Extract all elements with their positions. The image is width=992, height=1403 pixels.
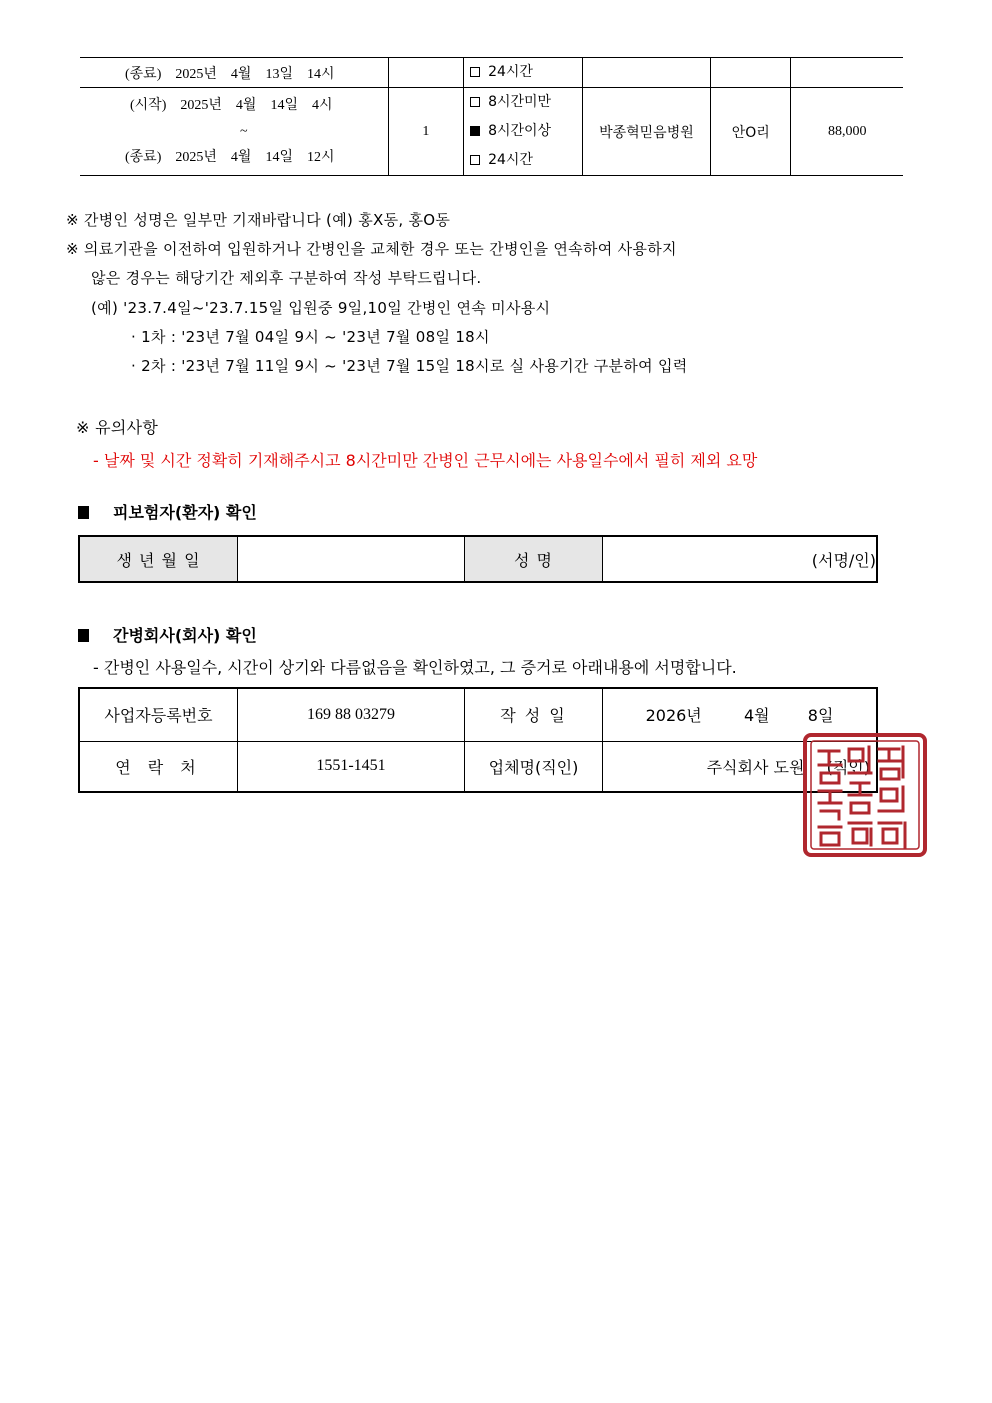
checkbox-24h[interactable] (470, 67, 480, 77)
company-section-title (78, 623, 257, 646)
caregiver-name-cell (710, 58, 791, 88)
birth-field[interactable] (238, 536, 465, 582)
date-day: 8일 (807, 706, 834, 726)
type-under8-label: 8시간미만 (488, 94, 552, 110)
range-tilde: ~ (240, 123, 248, 139)
end-hour: 14시 (306, 66, 335, 82)
table-row (80, 88, 903, 176)
sign-hint: (서명/인) (811, 550, 876, 570)
days-value: 1 (388, 88, 463, 176)
start-label: (시작) (130, 97, 167, 113)
checkbox-over-8h[interactable] (470, 126, 480, 136)
table-row (80, 58, 903, 88)
patient-confirm-table (78, 535, 878, 583)
checkbox-under-8h[interactable] (470, 97, 480, 107)
company-confirm-table (78, 687, 878, 793)
type-over8-label: 8시간이상 (488, 123, 552, 139)
days-cell (388, 58, 463, 88)
hospital-cell (582, 58, 710, 88)
company-label: 업체명(직인) (465, 741, 603, 792)
name-label: 성 명 (465, 536, 603, 582)
amount-cell (791, 58, 903, 88)
caregiver-name: 안O리 (710, 88, 791, 176)
start-month: 4월 (235, 97, 257, 113)
end-year: 2025년 (175, 149, 217, 165)
type-24h-label: 24시간 (488, 152, 533, 168)
square-bullet-icon (78, 629, 89, 642)
checkbox-24h[interactable] (470, 155, 480, 165)
patient-section-title-text: 피보험자(환자) 확인 (113, 503, 257, 522)
note-example-2: · 2차 : '23년 7월 11일 9시 ~ '23년 7월 15일 18시로 실 사용기간 구분하여 입력 (131, 357, 688, 375)
date-label: 작 성 일 (465, 688, 603, 741)
end-month: 4월 (230, 66, 252, 82)
contact-value: 1551-1451 (238, 741, 465, 792)
end-hour: 12시 (306, 149, 335, 165)
name-sign-field[interactable] (603, 536, 878, 582)
birth-label: 생 년 월 일 (79, 536, 238, 582)
square-bullet-icon (78, 506, 89, 519)
hospital-name: 박종혁믿음병원 (582, 88, 710, 176)
note-example: (예) '23.7.4일~'23.7.15일 입원중 9일,10일 간병인 연속 미사용시 (91, 299, 551, 317)
date-month: 4월 (743, 706, 770, 726)
company-name: 주식회사 도원 (706, 757, 805, 777)
date-range-cell (80, 88, 388, 176)
note-name-partial: ※ 간병인 성명은 일부만 기재바랍니다 (예) 홍X동, 홍O동 (66, 211, 451, 229)
start-day: 14일 (270, 97, 298, 113)
start-hour: 4시 (311, 97, 333, 113)
end-label: (종료) (125, 66, 162, 82)
company-statement: - 간병인 사용일수, 시간이 상기와 다름없음을 확인하였고, 그 증거로 아래내용에 서명합니다. (93, 658, 737, 677)
end-day: 13일 (265, 66, 293, 82)
care-type-cell (464, 58, 583, 88)
contact-label: 연 락 처 (79, 741, 238, 792)
start-year: 2025년 (180, 97, 222, 113)
company-seal-icon (803, 733, 927, 857)
end-year: 2025년 (175, 66, 217, 82)
note-example-1: · 1차 : '23년 7월 04일 9시 ~ '23년 7월 08일 18시 (131, 328, 490, 346)
company-section-title-text: 간병회사(회사) 확인 (113, 626, 257, 645)
care-usage-table (80, 57, 903, 176)
date-range-cell (80, 58, 388, 88)
bizno-label: 사업자등록번호 (79, 688, 238, 741)
end-label: (종료) (125, 149, 162, 165)
caution-title: ※ 유의사항 (76, 418, 159, 437)
amount-value: 88,000 (791, 88, 903, 176)
type-24h-label: 24시간 (488, 64, 533, 80)
note-transfer-cont: 않은 경우는 해당기간 제외후 구분하여 작성 부탁드립니다. (91, 269, 482, 287)
patient-section-title (78, 500, 257, 523)
seal-hint: (직인) (826, 757, 870, 777)
care-type-cell (464, 88, 583, 176)
end-day: 14일 (265, 149, 293, 165)
end-month: 4월 (230, 149, 252, 165)
note-transfer: ※ 의료기관을 이전하여 입원하거나 간병인을 교체한 경우 또는 간병인을 연속하여 사용하지 (66, 240, 677, 258)
bizno-value: 169 88 03279 (238, 688, 465, 741)
date-year: 2026년 (645, 706, 702, 726)
caution-text: - 날짜 및 시간 정확히 기재해주시고 8시간미만 간병인 근무시에는 사용일수에서 필히 제외 요망 (93, 451, 758, 470)
